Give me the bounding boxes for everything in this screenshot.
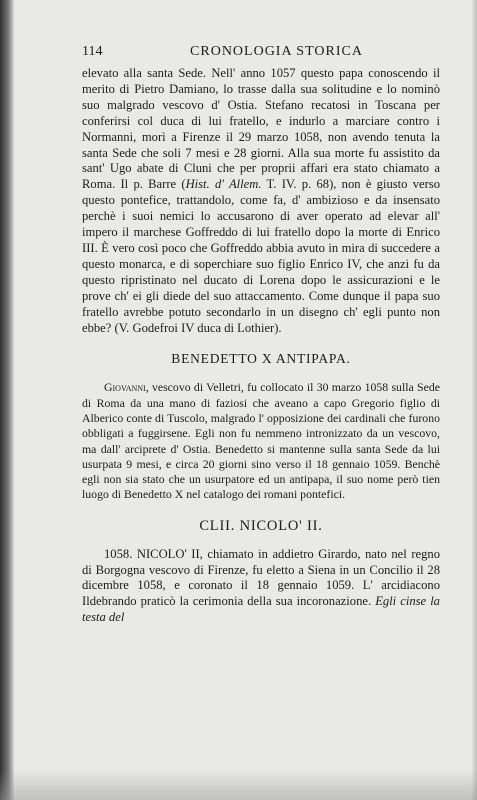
paragraph-text: elevato alla santa Sede. Nell' anno 1057 questo papa conoscendo il merito di Pietro Damiano, lo trasse dalla sua solitudine e lo nominò suo malgrado vescovo d' Ostia. Stefano recatosi in Toscana per conferirsi col duca di lui fratello, e indurlo a marciare contro i Normanni, morì a Firenze il 29 marzo 1058, non avendo tenuta la santa Sede che soli 7 mesi e 28 giorni. Alla sua morte fu assistito da sant' Ugo abate di Cluni che per proprii affari era stato chiamato a Roma. Il p. Barre ( (82, 66, 440, 192)
citation-italic: Hist. d' Allem. (185, 177, 262, 192)
page-edge (471, 0, 477, 800)
paragraph-text: , vescovo di Velletri, fu collocato il 30 marzo 1058 sulla Sede di Roma da una mano di faziosi che aveano a capo Gregorio figlio di Alberico conte di Tuscolo, malgrado l' opposizione dei cardinali che furono obbligati a fuggirsene. Egli non fu nemmeno intronizzato da un vescovo, ma dall' arciprete d' Ostia. Benedetto si mantenne sulla santa Sede da lui usurpata 9 mesi, e circa 20 giorni sino verso il 18 gennaio 1059. Benchè egli non sia stato che un usurpatore ed un antipapa, il suo nome però tien luogo di Benedetto X nel catalogo dei romani pontefici. (82, 380, 440, 502)
lead-word: Giovanni (104, 380, 146, 395)
body-text (82, 66, 440, 626)
section-heading-benedetto: BENEDETTO X ANTIPAPA. (171, 351, 351, 367)
paragraph-nicolo (82, 547, 440, 627)
section-heading-nicolo: CLII. NICOLO' II. (199, 517, 323, 534)
paragraph-text: 1058. NICOLO' II, chiamato in addietro Girardo, nato nel regno di Borgogna vescovo di Firenze, fu eletto a Siena in un Concilio il 28 dicembre 1058, e coronato il 18 gennaio 1059. L' arcidiacono Ildebrando praticò la cerimonia della sua incoronazione. (82, 546, 440, 609)
page-bottom-shadow (0, 770, 477, 800)
page-header (82, 44, 441, 60)
running-title: CRONOLOGIA STORICA (190, 44, 363, 59)
paragraph-text: T. IV. p. 68), non è giusto verso questo pontefice, trattandolo, come fa, d' ambizioso e da insensato perchè i suoi nemici lo accusarono di aver operato ad elevar all' impero il marchese Goffreddo di lui fratello dopo la morte di Enrico III. È vero così poco che Goffreddo abbia avuto in mira di succedere a questo monarca, e di soperchiare suo figlio Enrico IV, che anzi fu da questo ripristinato nel ducato di Lorena dopo le assicurazioni e le prove ch' ei gli diede del suo attaccamento. Come dunque il papa suo fratello avrebbe potuto secondarlo in un disegno ch' egli punto non ebbe? (V. Godefroi IV duca di Lothier). (82, 177, 440, 335)
italic-tail: Egli cinse la testa del (82, 594, 440, 625)
page-number: 114 (82, 44, 103, 59)
page-gutter-shadow (0, 0, 14, 800)
paragraph-stefano (82, 66, 440, 336)
paragraph-benedetto (82, 380, 440, 502)
